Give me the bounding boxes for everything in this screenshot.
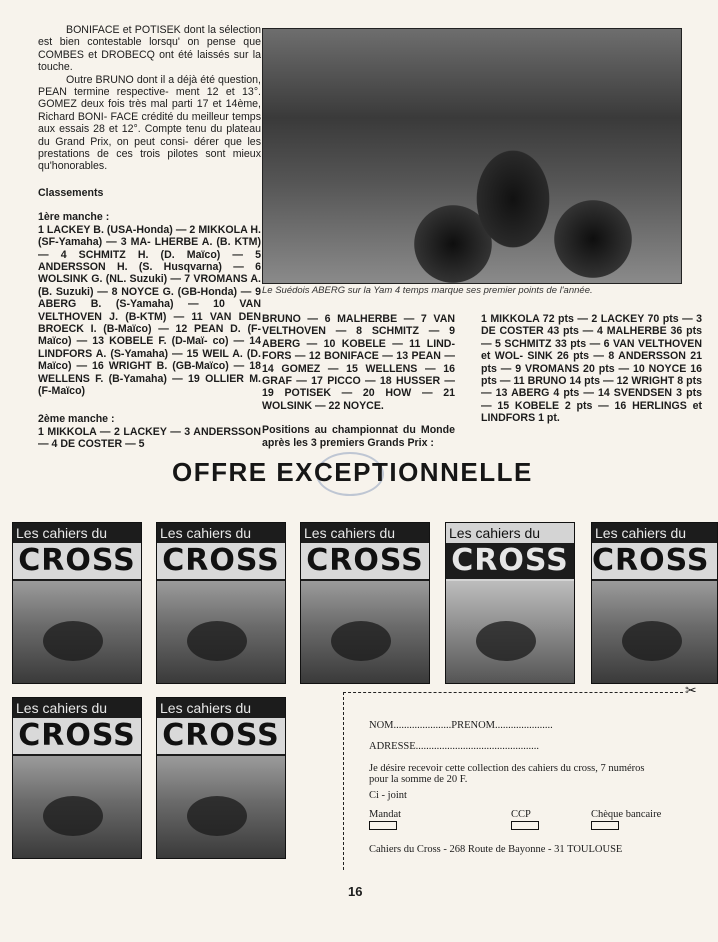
option-mandat[interactable] <box>369 809 401 831</box>
article-column-left <box>38 24 261 451</box>
page-number: 16 <box>348 884 363 899</box>
offer-title: OFFRE EXCEPTIONNELLE <box>172 457 533 487</box>
order-form <box>343 684 701 870</box>
heading-manche-2: 2ème manche : <box>38 413 115 426</box>
photo-caption: Le Suédois ABERG sur la Yam 4 temps marque ses premier points de l'année. <box>262 285 593 296</box>
magazine-cover-7 <box>156 697 286 859</box>
option-ccp[interactable] <box>511 809 539 831</box>
magazine-cover-4 <box>445 522 575 684</box>
cover-title: CROSS <box>157 543 285 579</box>
article-column-middle <box>262 313 455 449</box>
magazine-cover-5 <box>591 522 718 684</box>
cover-title: CROSS <box>592 543 717 579</box>
cover-top-label: Les cahiers du <box>449 525 541 541</box>
cover-photo <box>301 581 429 683</box>
cover-top-label: Les cahiers du <box>16 700 108 716</box>
magazine-cover-6 <box>12 697 142 859</box>
motocross-photo <box>262 28 682 284</box>
mandat-label: Mandat <box>369 809 402 820</box>
cover-top-label: Les cahiers du <box>595 525 687 541</box>
championship-standings: 1 MIKKOLA 72 pts — 2 LACKEY 70 pts — 3 DE COSTER 43 pts — 4 MALHERBE 36 pts — 5 SCHMITZ 33 pts — 6 VAN VELTHOVEN et WOL- SINK 26 pts — 8 ANDERSSON 21 pts — 9 VROMANS 20 pts — 10 NOYCE 16 pts — 11 BRUNO 14 pts — 12 WRIGHT 8 pts — 13 ABERG 4 pts — 14 SVENDSEN 3 pts — 15 KOBELE 2 pts — 16 HERLINGS et LINDFORS 1 pt. <box>481 313 702 425</box>
paragraph-intro: BONIFACE et POTISEK dont la sélection est bien contestable lorsqu' on pense que COMBES et DROBECQ ont été laissés sur la touche. <box>38 24 261 74</box>
cut-line-left <box>343 692 344 870</box>
cover-top-label: Les cahiers du <box>160 525 252 541</box>
order-request-line-2: pour la somme de 20 F. <box>369 774 468 785</box>
mailing-address: Cahiers du Cross - 268 Route de Bayonne - 31 TOULOUSE <box>369 844 623 855</box>
field-nom-prenom[interactable]: NOM......................PRENOM...................... <box>369 720 553 731</box>
order-request-line-1: Je désire recevoir cette collection des cahiers du cross, 7 numéros <box>369 763 645 774</box>
mandat-checkbox[interactable] <box>369 821 397 830</box>
heading-manche-1: 1ère manche : <box>38 211 110 224</box>
cover-photo <box>157 756 285 858</box>
cover-title: CROSS <box>157 718 285 754</box>
ccp-label: CCP <box>511 809 531 820</box>
results-manche-1: 1 LACKEY B. (USA-Honda) — 2 MIKKOLA H. (SF-Yamaha) — 3 MA- LHERBE A. (B. KTM) — 4 SCHMITZ H. (D. Maïco) — 5 ANDERSSON H. (S. Husqvarna) — 6 WOLSINK G. (NL. Suzuki) — 7 VROMANS A. (B. Suzuki) — 8 NOYCE G. (GB-Honda) — 9 ABERG B. (S-Yamaha) — 10 VAN VELTHOVEN J. (B-KTM) — 11 VAN DEN BROECK I. (B-Maïco) — 12 PEAN D. (F-Maïco) — 13 KOBELE F. (D-Maï- co) — 14 LINDFORS A. (S-Yamaha) — 15 WEIL A. (D. Maïco) — 16 WRIGHT B. (GB-Maïco) — 18 WELLENS F. (B-Yamaha) — 19 OLLIER M. (F-Maïco) <box>38 223 261 397</box>
cheque-label: Chèque bancaire <box>591 809 662 820</box>
cut-line-top <box>343 692 683 693</box>
cover-title: CROSS <box>446 543 574 579</box>
cover-title: CROSS <box>13 718 141 754</box>
cheque-checkbox[interactable] <box>591 821 619 830</box>
paragraph-bruno: Outre BRUNO dont il a déjà été question, PEAN termine respective- ment 12 et 13°. GOMEZ deux fois très mal parti 17 et 14ème, Richard BONI- FACE crédité du meilleur temps aux essais 28 et 12°. Compte tenu du plateau du Grand Prix, on peut consi- dérer que les prestations de ces trois pilotes sont mieux qu'honorables. <box>38 73 261 173</box>
heading-classements: Classements <box>38 186 104 199</box>
cover-title: CROSS <box>301 543 429 579</box>
ccp-checkbox[interactable] <box>511 821 539 830</box>
cover-photo <box>592 581 717 683</box>
article-column-right <box>481 313 702 425</box>
cover-photo <box>13 756 141 858</box>
results-manche-2-continued: BRUNO — 6 MALHERBE — 7 VAN VELTHOVEN — 8 SCHMITZ — 9 ABERG — 10 KOBELE — 11 LIND- FORS — 12 BONIFACE — 13 PEAN — 14 GOMEZ — 15 WELLENS — 16 GRAF — 17 PICCO — 18 HUSSER — 19 POTISEK — 20 HOW — 21 WOLSINK — 22 NOYCE. <box>262 313 455 412</box>
cover-photo <box>13 581 141 683</box>
magazine-cover-3 <box>300 522 430 684</box>
cover-top-label: Les cahiers du <box>304 525 396 541</box>
magazine-cover-2 <box>156 522 286 684</box>
option-cheque[interactable] <box>591 809 661 831</box>
cover-photo <box>446 581 574 683</box>
magazine-cover-1 <box>12 522 142 684</box>
cover-photo <box>157 581 285 683</box>
ci-joint-label: Ci - joint <box>369 790 407 801</box>
scissors-icon: ✂ <box>685 684 697 699</box>
results-manche-2: 1 MIKKOLA — 2 LACKEY — 3 ANDERSSON — 4 DE COSTER — 5 <box>38 425 261 451</box>
field-adresse[interactable]: ADRESSE............................................... <box>369 741 540 752</box>
heading-positions-championnat: Positions au championnat du Monde après les 3 premiers Grands Prix : <box>262 424 455 449</box>
cover-title: CROSS <box>13 543 141 579</box>
cover-top-label: Les cahiers du <box>16 525 108 541</box>
cover-top-label: Les cahiers du <box>160 700 252 716</box>
